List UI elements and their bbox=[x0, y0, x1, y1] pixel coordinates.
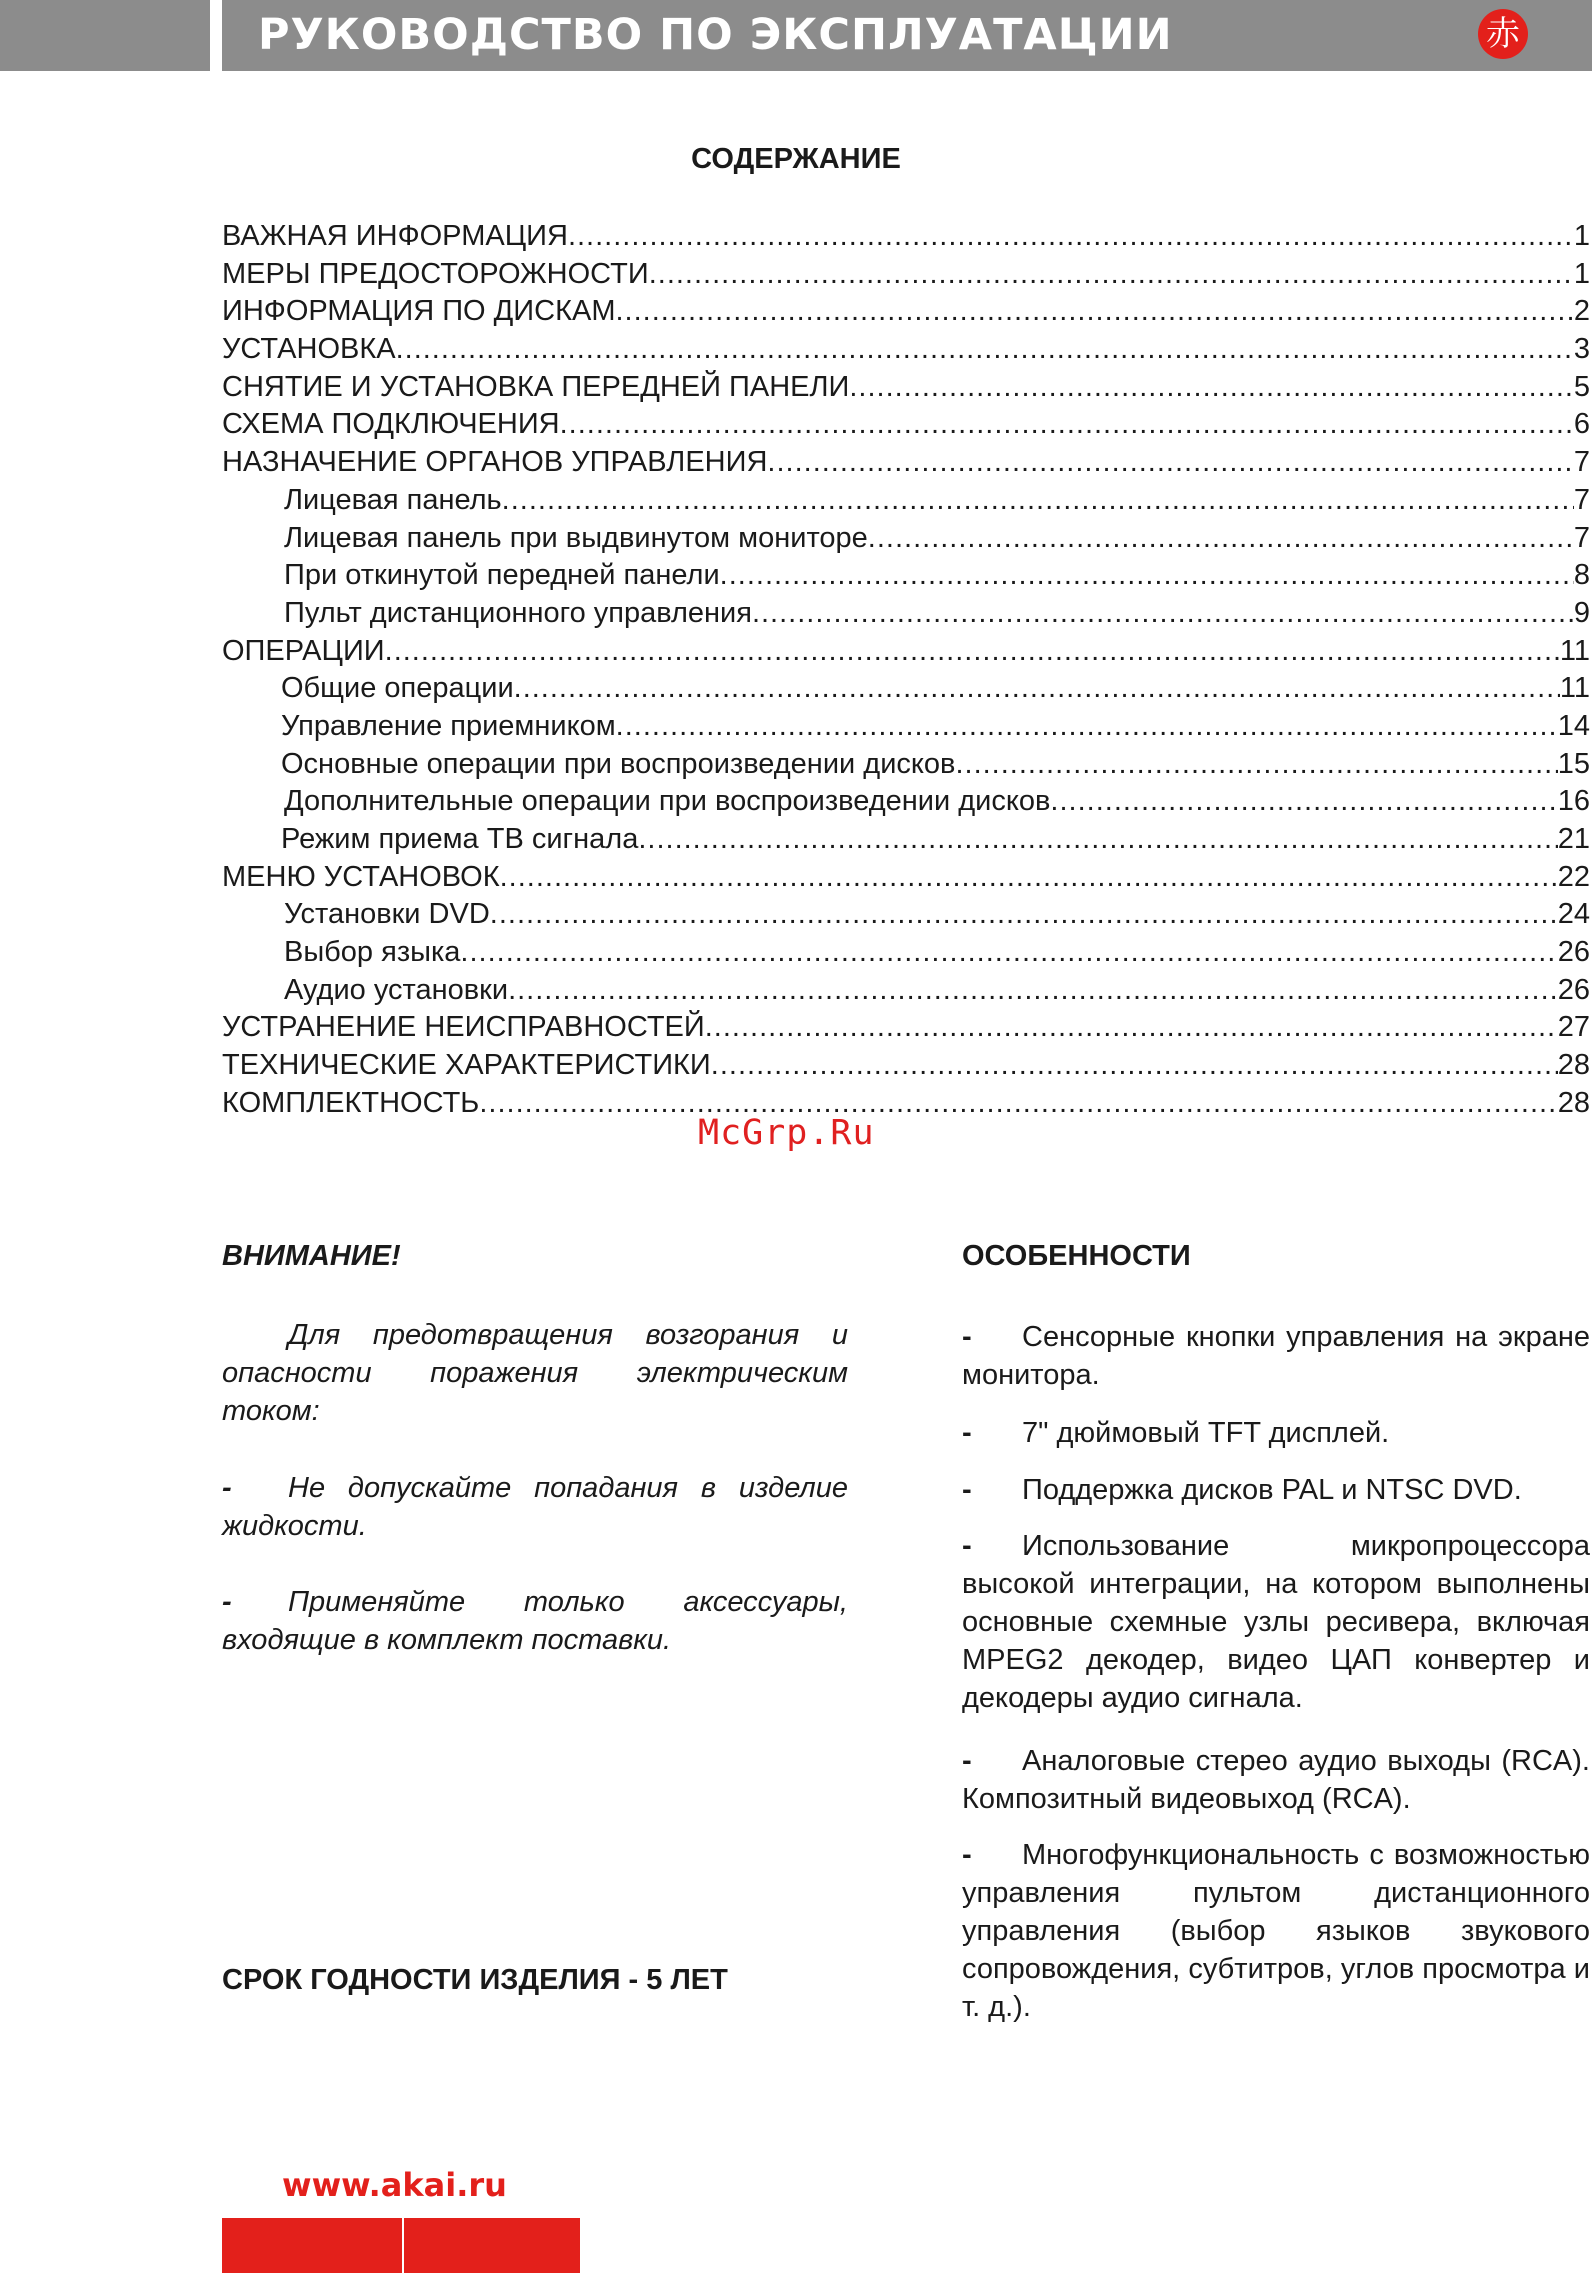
bullet-dash: - bbox=[222, 1586, 232, 1618]
toc-entry-page: 28 bbox=[1557, 1049, 1590, 1082]
toc-entry[interactable] bbox=[222, 369, 1590, 407]
toc-entry-label: ОПЕРАЦИИ bbox=[222, 634, 385, 667]
feature-item-text: Поддержка дисков PAL и NTSC DVD. bbox=[1022, 1474, 1522, 1506]
feature-item-text: Использование микропроцессора высокой интеграции, на котором выполнены основные схемные узлы ресивера, включая MPEG2 декодер, видео ЦАП конвертер и декодеры аудио сигнала. bbox=[962, 1530, 1590, 1714]
toc-entry-label: Основные операции при воспроизведении дисков bbox=[281, 747, 956, 780]
feature-item bbox=[962, 1527, 1590, 1717]
toc-entry-page: 7 bbox=[1573, 521, 1590, 554]
bullet-dash: - bbox=[962, 1530, 972, 1562]
bullet-dash: - bbox=[962, 1745, 972, 1777]
toc-entry-page: 8 bbox=[1573, 559, 1590, 592]
toc-leader-dots bbox=[720, 557, 1574, 595]
toc-title: СОДЕРЖАНИЕ bbox=[691, 143, 901, 175]
toc-entry[interactable] bbox=[222, 218, 1590, 256]
toc-leader-dots bbox=[638, 821, 1557, 859]
toc-entry[interactable] bbox=[222, 708, 1590, 746]
toc-entry-label: МЕНЮ УСТАНОВОК bbox=[222, 860, 500, 893]
features-title: ОСОБЕННОСТИ bbox=[962, 1240, 1191, 1272]
warning-item-text: Не допускайте попадания в изделие жидкости. bbox=[222, 1472, 848, 1542]
toc-leader-dots bbox=[752, 595, 1574, 633]
toc-entry[interactable] bbox=[222, 520, 1590, 558]
feature-item bbox=[962, 1471, 1590, 1509]
toc-entry[interactable] bbox=[222, 595, 1590, 633]
feature-item bbox=[962, 1414, 1590, 1452]
footer-block-right bbox=[404, 2218, 580, 2273]
toc-entry-page: 27 bbox=[1557, 1011, 1590, 1044]
website-link[interactable]: www.akai.ru bbox=[282, 2166, 507, 2204]
toc-entry[interactable] bbox=[222, 896, 1590, 934]
toc-leader-dots bbox=[849, 369, 1573, 407]
toc-entry[interactable] bbox=[222, 1047, 1590, 1085]
toc-entry-page: 21 bbox=[1557, 823, 1590, 855]
toc-entry-page: 6 bbox=[1573, 408, 1590, 441]
warning-item-text: Применяйте только аксессуары, входящие в комплект поставки. bbox=[222, 1586, 848, 1656]
toc-leader-dots bbox=[490, 896, 1558, 934]
feature-item-text: Многофункциональность с возможностью управления пультом дистанционного управления (выбор языков звукового сопровождения, субтитров, углов просмотра и т. д.). bbox=[962, 1839, 1590, 2023]
toc-leader-dots bbox=[616, 708, 1558, 746]
toc-entry[interactable] bbox=[222, 444, 1590, 482]
toc-entry-label: Пульт дистанционного управления bbox=[284, 596, 752, 629]
toc-entry-label: КОМПЛЕКТНОСТЬ bbox=[222, 1086, 480, 1119]
toc-entry-page: 9 bbox=[1573, 596, 1590, 629]
brand-logo-icon: 赤 bbox=[1478, 9, 1528, 59]
warning-item bbox=[222, 1469, 848, 1545]
bullet-dash: - bbox=[962, 1474, 972, 1506]
toc-leader-dots bbox=[460, 934, 1557, 972]
toc-entry-page: 11 bbox=[1559, 634, 1590, 667]
toc-entry[interactable] bbox=[222, 633, 1590, 671]
toc-entry-page: 7 bbox=[1573, 483, 1590, 516]
toc-entry[interactable] bbox=[222, 859, 1590, 897]
feature-item-text: Аналоговые стерео аудио выходы (RCA). Композитный видеовыход (RCA). bbox=[962, 1745, 1590, 1815]
toc-entry-label: При откинутой передней панели bbox=[284, 559, 720, 592]
toc-entry[interactable] bbox=[222, 746, 1590, 784]
feature-item bbox=[962, 1318, 1590, 1394]
toc-entry-page: 1 bbox=[1573, 257, 1590, 290]
toc-leader-dots bbox=[711, 1047, 1558, 1085]
toc-leader-dots bbox=[1050, 783, 1557, 821]
toc-entry-page: 3 bbox=[1573, 333, 1590, 366]
toc-entry-label: Управление приемником bbox=[281, 709, 616, 742]
bullet-dash: - bbox=[962, 1839, 972, 1871]
toc-entry-label: Аудио установки bbox=[284, 973, 509, 1006]
feature-item bbox=[962, 1836, 1590, 2026]
toc-entry[interactable] bbox=[222, 783, 1590, 821]
toc-entry-page: 22 bbox=[1557, 860, 1590, 893]
toc-entry-label: Выбор языка bbox=[284, 936, 461, 969]
warning-intro: Для предотвращения возгорания и опасности поражения электрическим током: bbox=[222, 1319, 848, 1427]
watermark: McGrp.Ru bbox=[698, 1113, 875, 1153]
toc-entry[interactable] bbox=[222, 1009, 1590, 1047]
feature-item-text: 7" дюймовый TFT дисплей. bbox=[1022, 1417, 1390, 1449]
toc-entry[interactable] bbox=[222, 821, 1590, 859]
toc-leader-dots bbox=[955, 746, 1557, 784]
toc-leader-dots bbox=[568, 218, 1574, 256]
toc-entry-label: ИНФОРМАЦИЯ ПО ДИСКАМ bbox=[222, 295, 616, 328]
toc-entry-page: 26 bbox=[1557, 936, 1590, 969]
toc-entry-page: 14 bbox=[1557, 709, 1590, 742]
toc-entry[interactable] bbox=[222, 256, 1590, 294]
toc-entry-label: ТЕХНИЧЕСКИЕ ХАРАКТЕРИСТИКИ bbox=[222, 1049, 711, 1082]
toc-entry-label: УСТРАНЕНИЕ НЕИСПРАВНОСТЕЙ bbox=[222, 1011, 705, 1044]
toc-entry-page: 5 bbox=[1573, 370, 1590, 403]
toc-entry[interactable] bbox=[222, 482, 1590, 520]
toc-leader-dots bbox=[396, 331, 1574, 369]
toc-leader-dots bbox=[767, 444, 1573, 482]
toc-leader-dots bbox=[868, 520, 1574, 558]
toc-entry-label: Дополнительные операции при воспроизведении дисков bbox=[284, 785, 1051, 818]
toc-leader-dots bbox=[479, 1085, 1557, 1123]
toc-entry[interactable] bbox=[222, 972, 1590, 1010]
toc-leader-dots bbox=[615, 293, 1573, 331]
feature-item bbox=[962, 1742, 1590, 1818]
toc-entry-page: 26 bbox=[1557, 973, 1590, 1006]
toc-entry[interactable] bbox=[222, 1085, 1590, 1123]
toc-entry-page: 11 bbox=[1559, 672, 1590, 705]
toc-entry[interactable] bbox=[222, 557, 1590, 595]
toc-entry-page: 2 bbox=[1573, 295, 1590, 328]
bullet-dash: - bbox=[962, 1321, 972, 1353]
toc-entry[interactable] bbox=[222, 670, 1590, 708]
toc-entry-label: НАЗНАЧЕНИЕ ОРГАНОВ УПРАВЛЕНИЯ bbox=[222, 446, 768, 479]
toc-leader-dots bbox=[705, 1009, 1558, 1047]
toc-leader-dots bbox=[514, 670, 1560, 708]
toc-leader-dots bbox=[500, 859, 1558, 897]
toc-leader-dots bbox=[502, 482, 1574, 520]
table-of-contents bbox=[222, 218, 1590, 1123]
toc-entry-label: МЕРЫ ПРЕДОСТОРОЖНОСТИ bbox=[222, 257, 649, 290]
toc-entry[interactable] bbox=[222, 934, 1590, 972]
feature-item-text: Сенсорные кнопки управления на экране монитора. bbox=[962, 1321, 1590, 1391]
warning-title: ВНИМАНИЕ! bbox=[222, 1240, 401, 1272]
toc-entry[interactable] bbox=[222, 331, 1590, 369]
page-header-title: РУКОВОДСТВО ПО ЭКСПЛУАТАЦИИ bbox=[258, 10, 1173, 60]
bullet-dash: - bbox=[222, 1472, 232, 1504]
toc-entry-page: 15 bbox=[1557, 747, 1590, 780]
header-left-block bbox=[0, 0, 210, 71]
toc-entry-label: СНЯТИЕ И УСТАНОВКА ПЕРЕДНЕЙ ПАНЕЛИ bbox=[222, 370, 850, 403]
toc-entry[interactable] bbox=[222, 406, 1590, 444]
toc-entry-label: Установки DVD bbox=[284, 898, 490, 931]
toc-entry-label: Общие операции bbox=[281, 672, 514, 705]
shelf-life-note: СРОК ГОДНОСТИ ИЗДЕЛИЯ - 5 ЛЕТ bbox=[222, 1964, 728, 1996]
footer-block-left bbox=[222, 2218, 402, 2273]
toc-entry-page: 16 bbox=[1557, 785, 1590, 818]
warning-item bbox=[222, 1583, 848, 1659]
toc-entry-label: СХЕМА ПОДКЛЮЧЕНИЯ bbox=[222, 408, 560, 441]
toc-leader-dots bbox=[649, 256, 1574, 294]
toc-entry-label: Лицевая панель при выдвинутом мониторе bbox=[284, 521, 868, 554]
toc-entry-page: 24 bbox=[1557, 898, 1590, 931]
toc-entry-label: Режим приема ТВ сигнала bbox=[281, 823, 639, 855]
toc-entry-label: УСТАНОВКА bbox=[222, 333, 396, 366]
toc-leader-dots bbox=[508, 972, 1558, 1010]
toc-entry-page: 7 bbox=[1573, 446, 1590, 479]
toc-leader-dots bbox=[385, 633, 1560, 671]
toc-entry-label: Лицевая панель bbox=[284, 483, 502, 516]
toc-entry[interactable] bbox=[222, 293, 1590, 331]
bullet-dash: - bbox=[962, 1417, 972, 1449]
toc-leader-dots bbox=[560, 406, 1574, 444]
toc-entry-label: ВАЖНАЯ ИНФОРМАЦИЯ bbox=[222, 220, 568, 252]
toc-entry-page: 1 bbox=[1573, 220, 1590, 252]
toc-entry-page: 28 bbox=[1557, 1086, 1590, 1119]
